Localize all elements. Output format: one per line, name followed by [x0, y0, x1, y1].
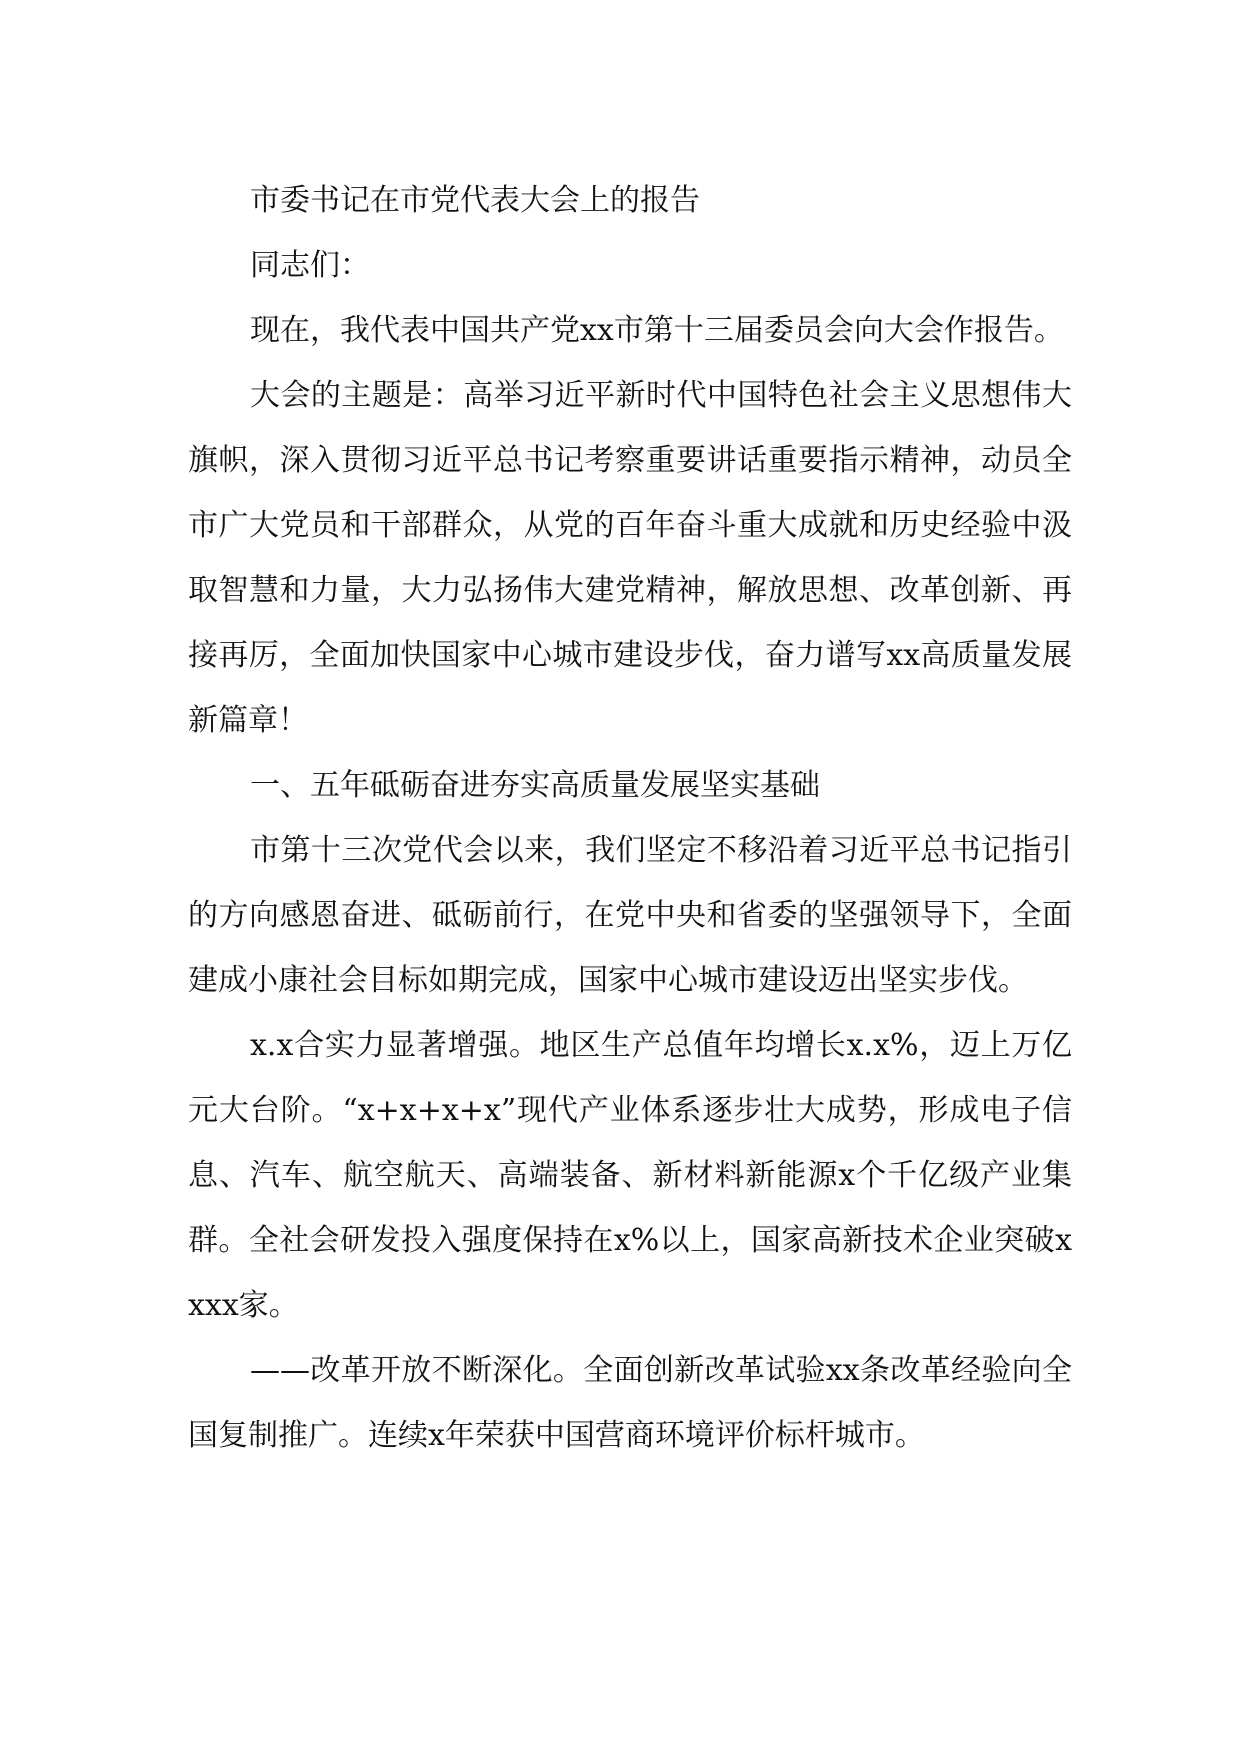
report-title: 市委书记在市党代表大会上的报告: [250, 183, 700, 218]
document-body: [188, 168, 1072, 1468]
opening-paragraph: 现在，我代表中国共产党xx市第十三届委员会向大会作报告。: [250, 313, 1064, 348]
body-paragraph: 市第十三次党代会以来，我们坚定不移沿着习近平总书记指引的方向感恩奋进、砥砺前行，在党中央和省委的坚强领导下，全面建成小康社会目标如期完成，国家中心城市建设迈出坚实步伐。: [188, 833, 1072, 998]
body-paragraph: x.x合实力显著增强。地区生产总值年均增长x.x%，迈上万亿元大台阶。“x+x+x+x”现代产业体系逐步壮大成势，形成电子信息、汽车、航空航天、高端装备、新材料新能源x个千亿级产业集群。全社会研发投入强度保持在x%以上，国家高新技术企业突破xxxx家。: [188, 1028, 1072, 1323]
salutation: 同志们：: [250, 248, 370, 283]
theme-paragraph: 大会的主题是：高举习近平新时代中国特色社会主义思想伟大旗帜，深入贯彻习近平总书记考察重要讲话重要指示精神，动员全市广大党员和干部群众，从党的百年奋斗重大成就和历史经验中汲取智慧和力量，大力弘扬伟大建党精神，解放思想、改革创新、再接再厉，全面加快国家中心城市建设步伐，奋力谱写xx高质量发展新篇章！: [188, 378, 1072, 738]
section-heading: 一、五年砥砺奋进夯实高质量发展坚实基础: [250, 768, 820, 803]
body-paragraph: ——改革开放不断深化。全面创新改革试验xx条改革经验向全国复制推广。连续x年荣获中国营商环境评价标杆城市。: [188, 1353, 1072, 1453]
